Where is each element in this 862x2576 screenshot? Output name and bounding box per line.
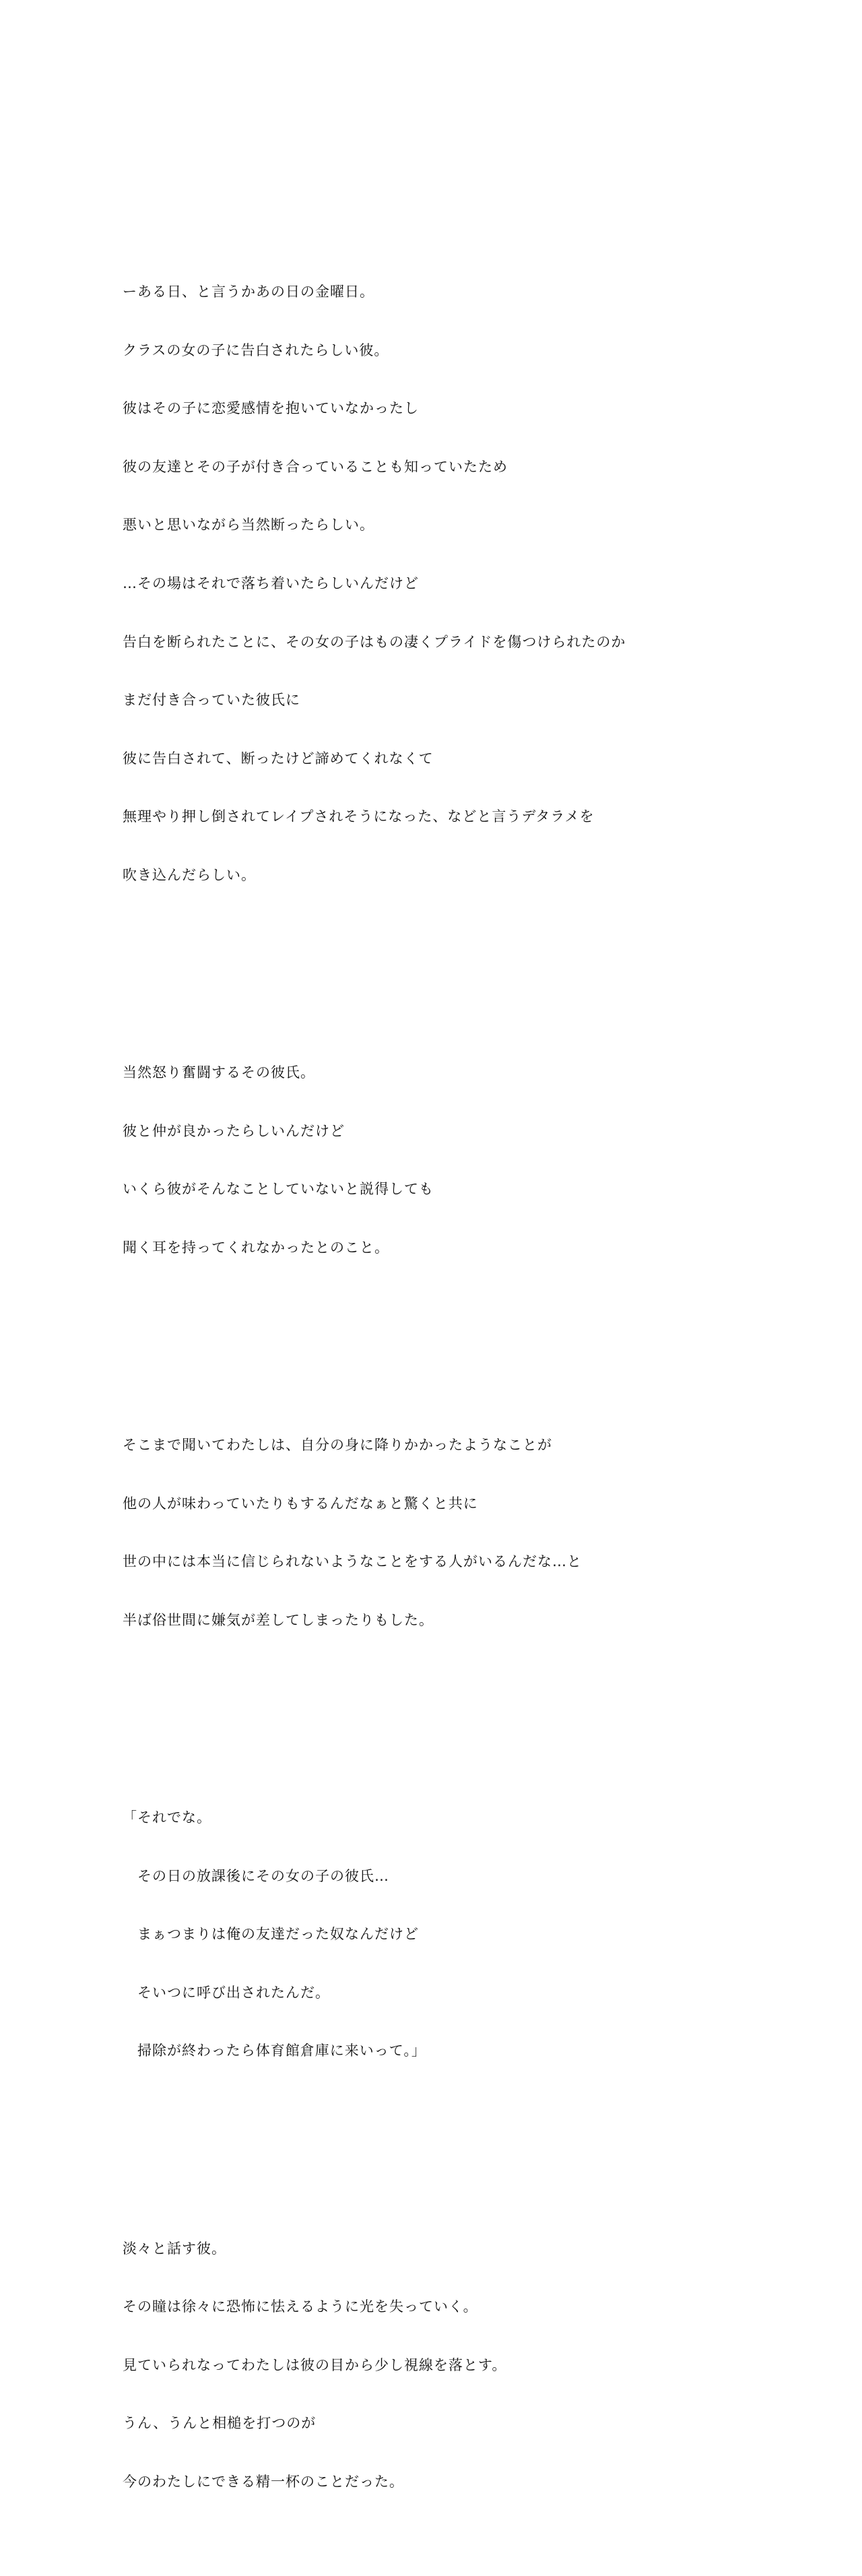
paragraph-4-dialogue xyxy=(123,1772,796,2096)
paragraph-2 xyxy=(123,1027,796,1293)
text-line: 告白を断られたことに、その女の子はもの凄くプライドを傷つけられたのか xyxy=(123,633,626,650)
text-line: 今のわたしにできる精一杯のことだった。 xyxy=(123,2474,404,2490)
text-line: 悪いと思いながら当然断ったらしい。 xyxy=(123,517,374,534)
text-line: まぁつまりは俺の友達だった奴なんだけど xyxy=(123,1926,419,1943)
text-line: 世の中には本当に信じられないようなことをする人がいるんだな…と xyxy=(123,1553,582,1570)
text-line: まだ付き合っていた彼氏に xyxy=(123,692,300,709)
text-line: そこまで聞いてわたしは、自分の身に降りかかったようなことが xyxy=(123,1437,552,1454)
text-line: いくら彼がそんなことしていないと説得しても xyxy=(123,1181,434,1198)
text-line: 彼の友達とその子が付き合っていることも知っていたため xyxy=(123,458,508,475)
text-line: 彼と仲が良かったらしいんだけど xyxy=(123,1122,345,1139)
text-line: 掃除が終わったら体育館倉庫に来いって。」 xyxy=(123,2042,426,2059)
text-line: 淡々と話す彼。 xyxy=(123,2240,226,2257)
text-line: 当然怒り奮闘するその彼氏。 xyxy=(123,1064,315,1081)
paragraph-5 xyxy=(123,2203,796,2527)
text-line: そいつに呼び出されたんだ。 xyxy=(123,1984,330,2001)
text-line: 半ば俗世間に嫌気が差してしまったりもした。 xyxy=(123,1611,434,1628)
text-line: 無理やり押し倒されてレイプされそうになった、などと言うデタラメを xyxy=(123,808,595,825)
text-line: 吹き込んだらしい。 xyxy=(123,866,256,883)
paragraph-break xyxy=(123,1698,796,1724)
text-line: 見ていられなってわたしは彼の目から少し視線を落とす。 xyxy=(123,2356,507,2373)
text-line: うん、うんと相槌を打つのが xyxy=(123,2415,317,2432)
paragraph-1 xyxy=(123,247,796,921)
story-text xyxy=(123,198,796,2576)
text-line: その日の放課後にその女の子の彼氏… xyxy=(123,1867,389,1884)
paragraph-break xyxy=(123,1326,796,1352)
text-line: クラスの女の子に告白されたらしい彼。 xyxy=(123,342,389,358)
text-line: 他の人が味わっていたりもするんだなぁと驚くと共に xyxy=(123,1495,478,1512)
text-line: 「それでな。 xyxy=(123,1809,211,1826)
paragraph-3 xyxy=(123,1400,796,1665)
paragraph-break xyxy=(123,953,796,979)
text-line: 彼はその子に恋愛感情を抱いていなかったし xyxy=(123,400,419,417)
text-line: …その場はそれで落ち着いたらしいんだけど xyxy=(123,575,419,591)
paragraph-break xyxy=(123,2129,796,2155)
text-line: 聞く耳を持ってくれなかったとのこと。 xyxy=(123,1239,389,1256)
text-line: ーある日、と言うかあの日の金曜日。 xyxy=(123,284,374,300)
text-line: その瞳は徐々に恐怖に怯えるように光を失っていく。 xyxy=(123,2298,478,2315)
text-line: 彼に告白されて、断ったけど諦めてくれなくて xyxy=(123,750,434,767)
